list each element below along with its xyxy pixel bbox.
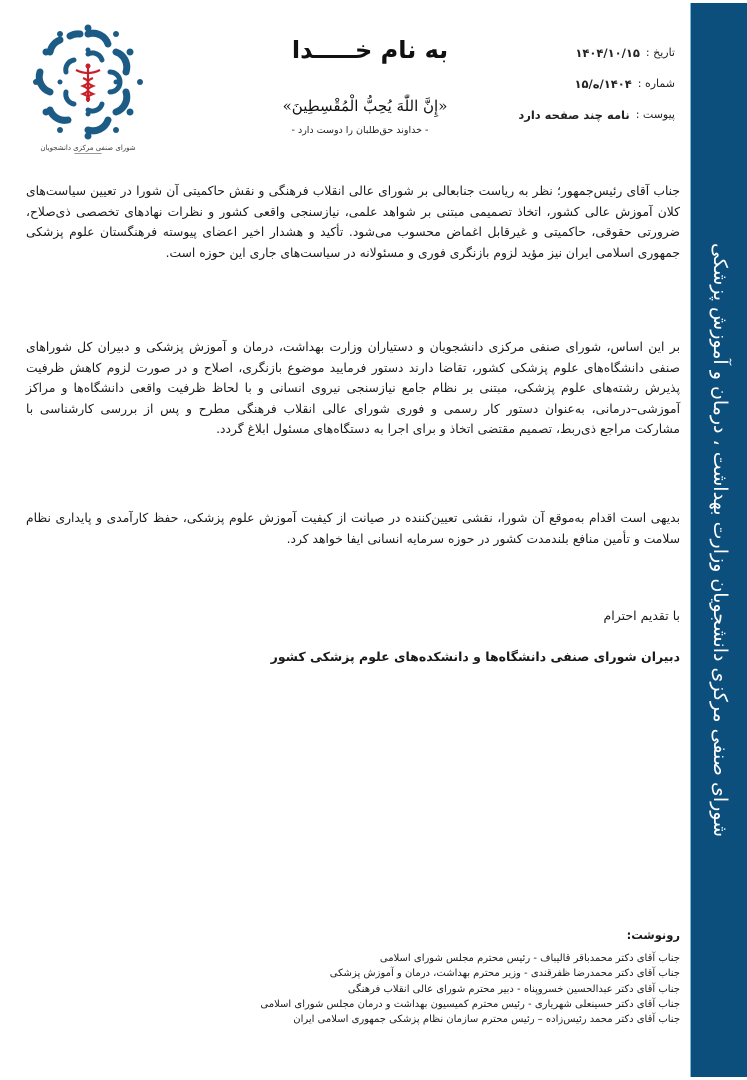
cc-item: جناب آقای دکتر محمد رئیس‌زاده – رئیس محترم سازمان نظام پزشکی جمهوری اسلامی ایران <box>293 1014 680 1026</box>
caduceus-icon <box>76 66 100 102</box>
cc-item: جناب آقای دکتر حسینعلی شهریاری - رئیس محترم کمیسیون بهداشت و درمان مجلس شورای اسلامی <box>260 998 680 1010</box>
cc-title: رونوشت: <box>626 928 680 942</box>
logo-caption: شورای صنفی مرکزی دانشجویان <box>40 144 136 152</box>
cc-item: جناب آقای دکتر محمدرضا ظفرقندی - وزیر محترم بهداشت، درمان و آموزش پزشکی <box>329 968 680 980</box>
body-paragraph-1: جناب آقای رئیس‌جمهور؛ نظر به ریاست جنابعالی بر شورای عالی انقلاب فرهنگی و نقش حاکمیتی آن شورا در تعیین سیاست‌های کلان آموزش عالی کشور، اتخاذ تصمیمی مبتنی بر شواهد علمی، نیازسنجی واقعی کشور و نظرات نهادهای تخصصی ذی‌صلاح، ضرورتی حقوقی، حاکمیتی و غیرقابل اغماض محسوب می‌شود. تأکید و هشدار اخیر اعضای پیوسته فرهنگستان علوم پزشکی جمهوری اسلامی ایران نیز مؤید لزوم بازنگری فوری و مسئولانه در سیاست‌های جاری این حوزه است. <box>26 184 680 260</box>
signature-line: دبیران شورای صنفی دانشگاه‌ها و دانشکده‌های علوم پزشکی کشور <box>270 649 680 664</box>
cc-item: جناب آقای دکتر عبدالحسین خسروپناه - دبیر محترم شورای عالی انقلاب فرهنگی <box>347 983 680 995</box>
letterhead-sidebar <box>690 3 747 1077</box>
date-row <box>518 37 675 68</box>
date-label: تاریخ : <box>645 46 675 59</box>
body-paragraph-2: بر این اساس، شورای صنفی مرکزی دانشجویان و دستیاران وزارت بهداشت، درمان و آموزش پزشکی و دبیران کل شوراهای صنفی دانشگاه‌های علوم پزشکی کشور، تقاضا دارند دستور فرمایید موضوع بازنگری، اصلاح و در صورت لزوم کاهش ظرفیت پذیرش رشته‌های علوم پزشکی، مبتنی بر نظام جامع نیازسنجی نیروی انسانی و با لحاظ ظرفیت واقعی دانشگاه‌ها و مراکز آموزشی–درمانی، به‌عنوان دستور کار رسمی و فوری شورای عالی انقلاب فرهنگی مطرح و پس از بررسی کارشناسی با مشارکت مراجع ذی‌ربط، تصمیم مقتضی اتخاذ و برای اجرا به دستگاه‌های مسئول ابلاغ گردد. <box>26 340 680 437</box>
logo-subcaption-line: ━━━━━━━━━━ <box>74 152 102 157</box>
letter-metadata <box>518 37 675 130</box>
attachment-label: پیوست : <box>635 108 675 121</box>
number-value: ۱۴۰۴/ه/۱۵ <box>574 76 632 91</box>
cc-list <box>260 951 680 1027</box>
number-label: شماره : <box>637 77 675 90</box>
verse-translation: - خداوند حق‌طلبان را دوست دارد - <box>291 125 429 136</box>
closing-salutation: با تقدیم احترام <box>603 608 680 623</box>
sidebar-organization-name: شورای صنفی مرکزی دانشجویان وزارت بهداشت ، درمان و آموزش پزشکی <box>708 242 731 838</box>
attachment-row <box>518 99 675 130</box>
cc-item: جناب آقای دکتر محمدباقر قالیباف - رئیس محترم مجلس شورای اسلامی <box>379 953 680 964</box>
quran-verse: «إِنَّ اللّٰهَ يُحِبُّ الْمُقْسِطِينَ» <box>282 97 448 115</box>
organization-logo <box>28 22 148 167</box>
letter-heading-bismillah: به نام خـــــدا <box>291 36 449 64</box>
date-value: ۱۴۰۴/۱۰/۱۵ <box>575 45 640 60</box>
attachment-value: نامه چند صفحه دارد <box>518 107 630 122</box>
logo-emblem-icon <box>28 22 148 142</box>
number-row <box>518 68 675 99</box>
body-paragraph-3: بدیهی است اقدام به‌موقع آن شورا، نقشی تعیین‌کننده در صیانت از کیفیت آموزش علوم پزشکی، حفظ کارآمدی و پایداری نظام سلامت و تأمین منافع بلندمدت کشور در حوزه سرمایه انسانی ایفا خواهد کرد. <box>26 511 680 546</box>
